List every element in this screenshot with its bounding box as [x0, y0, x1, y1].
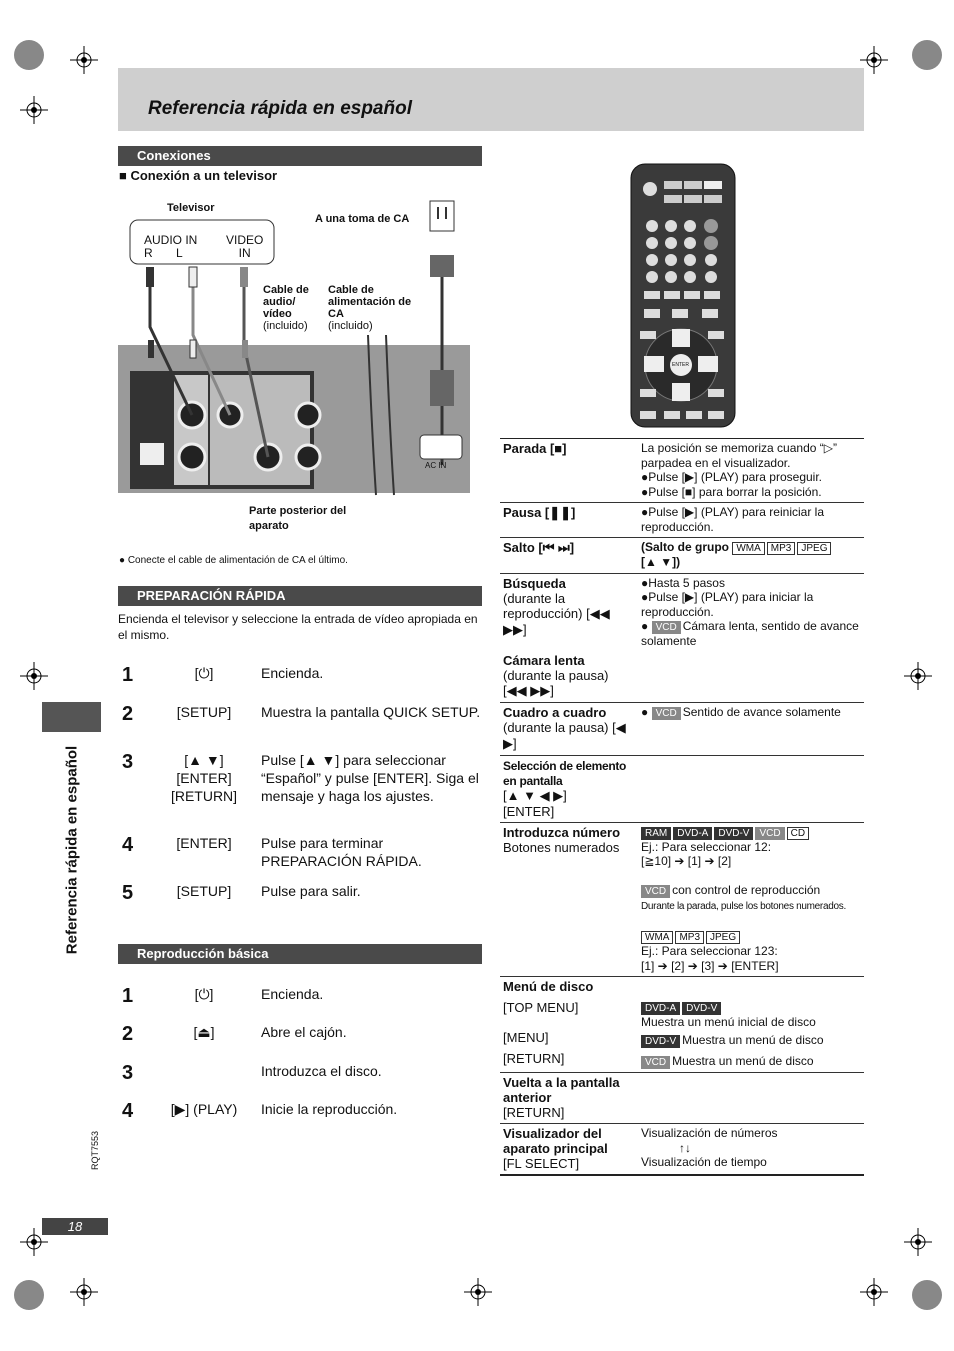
section-bar-quick-setup: PREPARACIÓN RÁPIDA — [118, 586, 482, 606]
step-number: 2 — [122, 1023, 134, 1045]
registration-mark — [20, 96, 48, 124]
table-row — [500, 503, 864, 538]
registration-mark — [904, 1228, 932, 1256]
step-text: Introduzca el disco. — [261, 1063, 382, 1079]
registration-mark — [20, 662, 48, 690]
step-number: 2 — [122, 703, 134, 725]
step-key: [⏻] — [194, 986, 214, 1002]
row-label: Parada [■] — [500, 439, 638, 503]
row-label: Salto [⏮ ⏭] — [500, 538, 638, 574]
table-row — [500, 439, 864, 503]
table-row — [500, 755, 864, 822]
registration-mark — [860, 1278, 888, 1306]
row-label: Visualizador del aparato principal [FL SELECT] — [500, 1124, 638, 1176]
row-desc: Visualización de números ↑↓ Visualización de tiempo — [638, 1124, 864, 1176]
table-row — [500, 538, 864, 574]
table-row — [500, 1073, 864, 1124]
rear-label: Parte posterior del aparato — [249, 505, 347, 532]
step-text: Pulse para terminar PREPARACIÓN RÁPIDA. — [261, 835, 422, 869]
page-title: Referencia rápida en español — [148, 98, 412, 119]
registration-mark — [904, 662, 932, 690]
av-cable-label: Cable de audio/ vídeo (incluido) — [263, 284, 309, 332]
step-text: Encienda. — [261, 665, 324, 681]
step-number: 1 — [122, 664, 134, 686]
reference-table — [500, 438, 864, 1176]
row-label: Búsqueda (durante la reproducción) [◀◀ ▶▶] Cámara lenta (durante la pausa) [◀◀ ▶▶] — [500, 573, 638, 702]
row-label: Vuelta a la pantalla anterior [RETURN] — [500, 1073, 638, 1124]
outlet-label: A una toma de CA — [315, 213, 410, 225]
row-desc: DVD-A DVD-V Muestra un menú inicial de disco DVD-V Muestra un menú de disco VCD Muestra un menú de disco — [638, 977, 864, 1073]
tv-label: Televisor — [167, 202, 215, 214]
step-key: [SETUP] — [176, 704, 232, 720]
registration-mark — [70, 46, 98, 74]
table-row — [500, 822, 864, 977]
connection-note: ● Conecte el cable de alimentación de CA el último. — [119, 555, 348, 566]
table-row — [500, 702, 864, 755]
table-row — [500, 977, 864, 1073]
row-label: Cuadro a cuadro (durante la pausa) [◀ ▶] — [500, 702, 638, 755]
registration-mark — [464, 1278, 492, 1306]
page-number: 18 — [42, 1218, 108, 1235]
table-row — [500, 573, 864, 702]
row-desc: ●Hasta 5 pasos ●Pulse [▶] (PLAY) para iniciar la reproducción. ● VCD Cámara lenta, sentido de avance solamente — [638, 573, 864, 702]
step-key: [ENTER] — [176, 835, 232, 851]
registration-mark — [70, 1278, 98, 1306]
side-label: Referencia rápida en español — [63, 745, 80, 955]
step-text: Pulse para salir. — [261, 883, 361, 899]
corner-disc — [912, 1280, 942, 1310]
step-number: 5 — [122, 882, 134, 904]
doc-code: RQT7553 — [90, 1130, 100, 1170]
row-desc: ● VCD Sentido de avance solamente — [638, 702, 864, 755]
step-key: [⏏] — [193, 1024, 215, 1040]
corner-disc — [912, 40, 942, 70]
step-text: Abre el cajón. — [261, 1024, 347, 1040]
ac-cable-label: Cable de alimentación de CA (incluido) — [328, 284, 412, 332]
row-desc: ●Pulse [▶] (PLAY) para reiniciar la reproducción. — [638, 503, 864, 538]
section-bar-connections: Conexiones — [118, 146, 482, 166]
row-label: Introduzca número Botones numerados — [500, 822, 638, 977]
corner-disc — [14, 1280, 44, 1310]
quick-setup-intro: Encienda el televisor y seleccione la entrada de vídeo apropiada en el mismo. — [118, 612, 478, 642]
step-key: [▶] (PLAY) — [170, 1101, 238, 1117]
step-number: 4 — [122, 1100, 134, 1122]
remote-control-illustration — [630, 163, 736, 428]
row-label: Menú de disco [TOP MENU] [MENU] [RETURN] — [500, 977, 638, 1073]
row-label: Selección de elemento en pantalla [▲ ▼ ◀ ▶] [ENTER] — [500, 755, 638, 822]
step-number: 4 — [122, 834, 134, 856]
connection-subtitle: ■ Conexión a un televisor — [119, 168, 278, 183]
step-key: [⏻] — [194, 665, 214, 681]
row-label: Pausa [❚❚] — [500, 503, 638, 538]
row-desc — [638, 755, 864, 822]
registration-mark — [860, 46, 888, 74]
tv-video-label: VIDEO IN — [226, 233, 264, 260]
table-row — [500, 1124, 864, 1176]
row-desc: RAM DVD-A DVD-V VCD CD Ej.: Para seleccionar 12: [≧10] ➔ [1] ➔ [2] VCD con control de reproducción Durante la parada, pulse los botones numerados. WMA MP3 JPEG Ej.: Para seleccionar 123: [1] ➔ [2] ➔ [3] ➔ [ENTER] — [638, 822, 864, 977]
section-bar-basic-play: Reproducción básica — [118, 944, 482, 964]
row-desc: La posición se memoriza cuando “▷” parpadea en el visualizador. ●Pulse [▶] (PLAY) para proseguir. ●Pulse [■] para borrar la posición. — [638, 439, 864, 503]
ac-in-label: AC IN — [425, 461, 447, 470]
row-desc — [638, 1073, 864, 1124]
step-number: 3 — [122, 751, 134, 773]
row-desc: (Salto de grupo WMA MP3 JPEG [▲ ▼]) — [638, 538, 864, 574]
remote-enter-label: ENTER — [672, 362, 689, 368]
step-key: [▲ ▼] [ENTER] [RETURN] — [170, 752, 238, 804]
step-key: [SETUP] — [176, 883, 232, 899]
step-text: Pulse [▲ ▼] para seleccionar “Español” y pulse [ENTER]. Siga el mensaje y haga los ajustes. — [261, 752, 479, 804]
step-text: Inicie la reproducción. — [261, 1101, 398, 1117]
tv-audio-label: AUDIO IN R L — [144, 233, 198, 260]
step-number: 3 — [122, 1062, 134, 1084]
step-number: 1 — [122, 985, 134, 1007]
step-text: Muestra la pantalla QUICK SETUP. — [261, 704, 481, 720]
step-text: Encienda. — [261, 986, 324, 1002]
corner-disc — [14, 40, 44, 70]
